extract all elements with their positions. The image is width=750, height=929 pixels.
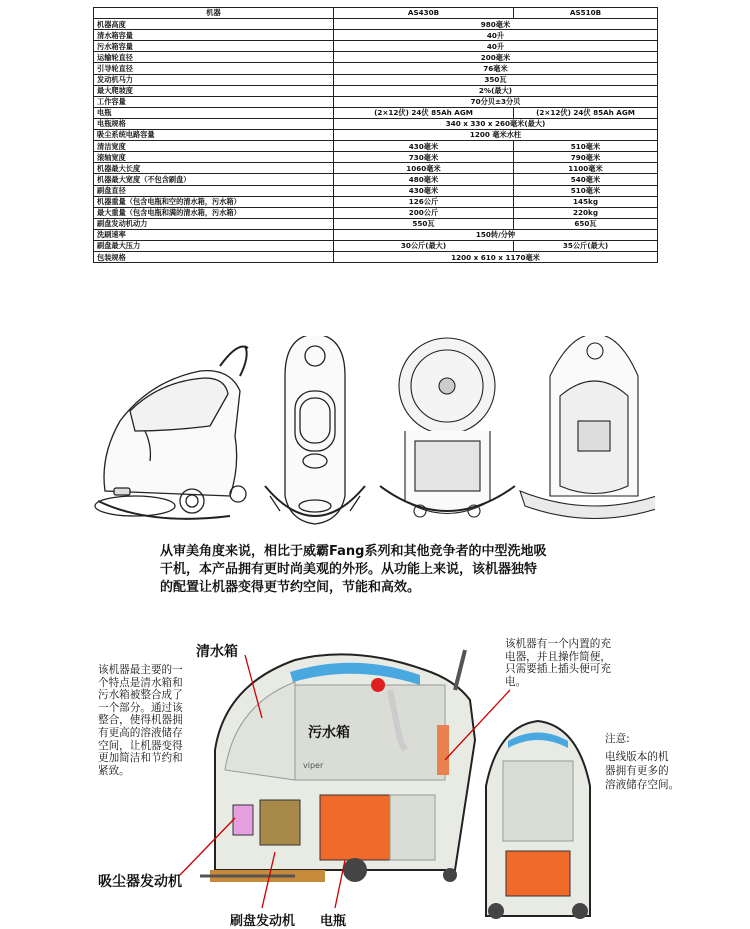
attention-line: 电线版本的机	[605, 751, 669, 763]
spec-value-a: 430毫米	[334, 141, 514, 152]
spec-label: 引导轮直径	[94, 63, 334, 74]
spec-value-b: 510毫米	[514, 141, 658, 152]
spec-value-a: 30公斤(最大)	[334, 240, 514, 251]
spec-label: 刷盘最大压力	[94, 240, 334, 251]
spec-value-a: 430毫米	[334, 185, 514, 196]
spec-label: 发动机马力	[94, 74, 334, 85]
intro-line: 的配置让机器变得更节约空间，节能和高效。	[160, 580, 421, 595]
leader-clean-tank	[245, 655, 262, 718]
spec-label: 清洁宽度	[94, 141, 334, 152]
spec-label: 最大重量（包含电瓶和满的清水箱，污水箱）	[94, 207, 334, 218]
spec-value-a: (2×12伏) 24伏 85Ah AGM	[334, 107, 514, 118]
leader-battery	[335, 860, 345, 908]
spec-label: 刷盘直径	[94, 185, 334, 196]
spec-value-shared: 200毫米	[334, 52, 658, 63]
feature-note-line: 空间，让机器变得	[98, 739, 183, 752]
spec-value-shared: 340 x 330 x 260毫米(最大)	[334, 118, 658, 129]
attention-line: 器拥有更多的	[605, 765, 669, 777]
spec-value-shared: 2%(最大)	[334, 85, 658, 96]
feature-note-line: 整合，使得机器拥	[98, 714, 183, 727]
spec-value-shared: 1200 x 610 x 1170毫米	[334, 252, 658, 263]
spec-value-a: 480毫米	[334, 174, 514, 185]
cord-wheel-right	[572, 903, 588, 919]
charger-note-line: 电器，并且操作简便，	[505, 650, 611, 663]
spec-label: 工作容量	[94, 96, 334, 107]
feature-note-line: 污水箱被整合成了	[98, 689, 183, 702]
cord-inner-tank	[503, 761, 573, 841]
feature-note-line: 紧致。	[98, 764, 130, 777]
spec-label: 机器最大长度	[94, 163, 334, 174]
spec-label: 机器最大宽度（不包含刷盘）	[94, 174, 334, 185]
cord-wheel-left	[488, 903, 504, 919]
spec-value-b: 510毫米	[514, 185, 658, 196]
charger-note-line: 该机器有一个内置的充	[505, 638, 611, 650]
spec-value-shared: 76毫米	[334, 63, 658, 74]
spec-value-a: 730毫米	[334, 152, 514, 163]
feature-note-line: 更加简洁和节约和	[98, 752, 183, 765]
brand-badge: viper	[303, 761, 324, 770]
spec-label: 滚轴宽度	[94, 152, 334, 163]
spec-header-item: 机器	[94, 8, 334, 19]
intro-line: 从审美角度来说，相比于威霸Fang系列和其他竞争者的中型洗地吸	[160, 544, 547, 559]
spec-header-model-b: AS510B	[514, 8, 658, 19]
attention-line: 溶液储存空间。	[605, 779, 680, 791]
spec-value-b: 35公斤(最大)	[514, 240, 658, 251]
spec-label: 电瓶	[94, 107, 334, 118]
feature-note	[98, 664, 206, 777]
spec-label: 机器重量（包含电瓶和空的清水箱，污水箱）	[94, 196, 334, 207]
spec-label: 污水箱容量	[94, 41, 334, 52]
spec-value-shared: 350瓦	[334, 74, 658, 85]
feature-note-line: 有更高的溶液储存	[98, 726, 183, 739]
spec-value-a: 1060毫米	[334, 163, 514, 174]
charger-note	[505, 638, 645, 688]
spec-value-a: 550瓦	[334, 218, 514, 229]
spec-value-b: (2×12伏) 24伏 85Ah AGM	[514, 107, 658, 118]
spec-label: 机器高度	[94, 19, 334, 30]
feature-note-line: 个特点是清水箱和	[98, 676, 183, 689]
charger-note-line: 电。	[505, 675, 527, 688]
spec-value-shared: 40升	[334, 41, 658, 52]
spec-value-shared: 40升	[334, 30, 658, 41]
intro-line: 干机，本产品拥有更时尚美观的外形。从功能上来说，该机器独特	[160, 562, 538, 577]
attention-note	[605, 732, 705, 792]
spec-label: 清水箱容量	[94, 30, 334, 41]
spec-value-b: 145kg	[514, 196, 658, 207]
spec-label: 电瓶规格	[94, 118, 334, 129]
label-vacuum-motor: 吸尘器发动机	[98, 874, 182, 890]
label-brush-motor: 刷盘发动机	[230, 914, 296, 929]
spec-value-shared: 1200 毫米水柱	[334, 130, 658, 141]
leader-brush-motor	[262, 852, 275, 908]
cord-version-illustration	[478, 716, 598, 921]
spec-label: 吸尘系统电路容量	[94, 130, 334, 141]
spec-label: 洗刷速率	[94, 229, 334, 240]
attention-title: 注意:	[605, 733, 630, 745]
spec-label: 包装规格	[94, 252, 334, 263]
spec-header-model-a: AS430B	[334, 8, 514, 19]
spec-value-shared: 980毫米	[334, 19, 658, 30]
charger-note-line: 只需要插上插头便可充	[505, 663, 611, 676]
cord-battery-box	[506, 851, 570, 896]
feature-note-line: 一个部分。通过该	[98, 701, 183, 714]
feature-note-line: 该机器最主要的一	[98, 664, 183, 676]
spec-value-b: 790毫米	[514, 152, 658, 163]
label-dirty-tank: 污水箱	[308, 725, 350, 741]
label-battery: 电瓶	[320, 914, 347, 929]
spec-value-a: 126公斤	[334, 196, 514, 207]
spec-value-shared: 150转/分钟	[334, 229, 658, 240]
spec-label: 最大爬坡度	[94, 85, 334, 96]
spec-value-shared: 70分贝±3分贝	[334, 96, 658, 107]
spec-label: 运输轮直径	[94, 52, 334, 63]
label-clean-tank: 清水箱	[196, 644, 238, 660]
spec-value-b: 540毫米	[514, 174, 658, 185]
spec-label: 刷盘发动机动力	[94, 218, 334, 229]
spec-value-a: 200公斤	[334, 207, 514, 218]
spec-value-b: 1100毫米	[514, 163, 658, 174]
leader-vacuum-motor	[180, 818, 235, 875]
spec-value-b: 650瓦	[514, 218, 658, 229]
spec-value-b: 220kg	[514, 207, 658, 218]
